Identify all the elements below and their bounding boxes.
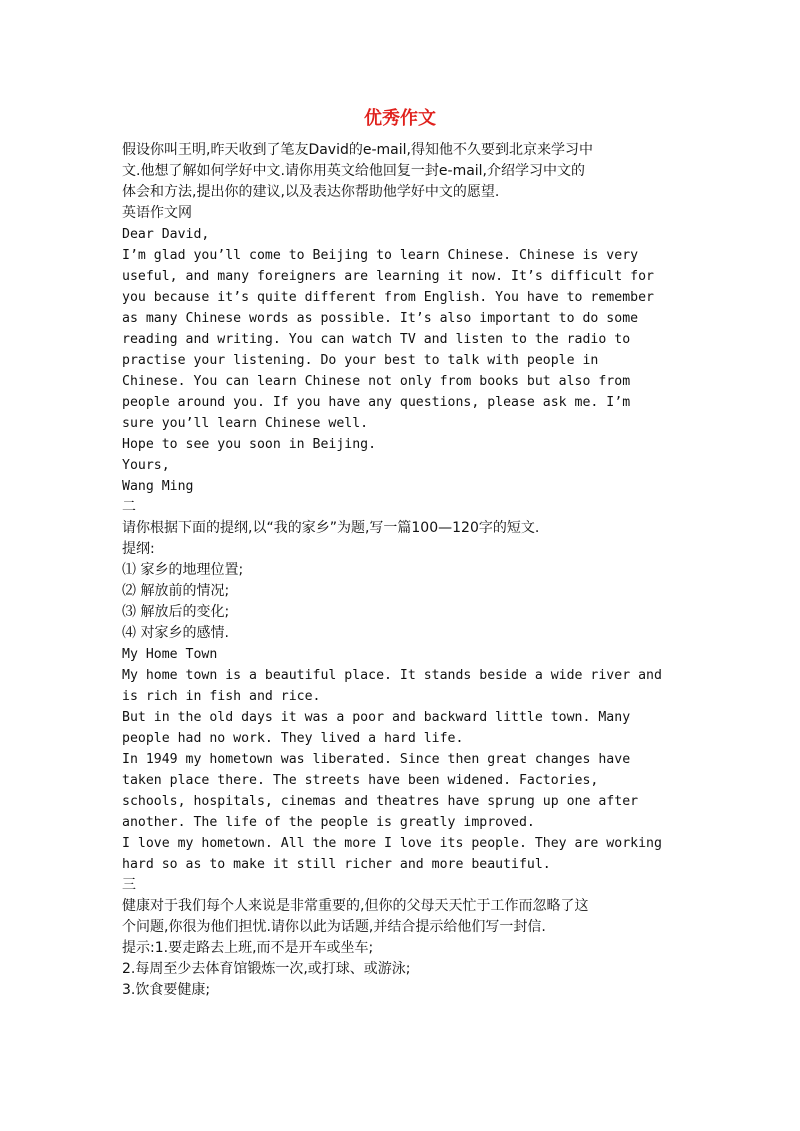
text-line: I’m glad you’ll come to Beijing to learn Chinese. Chinese is very	[122, 248, 639, 263]
text-line: Dear David,	[122, 227, 210, 242]
text-line: 3.饮食要健康;	[122, 982, 211, 998]
text-line: My home town is a beautiful place. It stands beside a wide river and	[122, 668, 662, 683]
text-line: hard so as to make it still richer and more beautiful.	[122, 857, 551, 872]
text-line: ⑷ 对家乡的感情.	[122, 625, 229, 641]
text-line: 个问题,你很为他们担忧.请你以此为话题,并结合提示给他们写一封信.	[122, 919, 546, 935]
text-line: ⑶ 解放后的变化;	[122, 604, 230, 620]
text-line: people around you. If you have any questions, please ask me. I’m	[122, 395, 631, 410]
text-line: you because it’s quite different from English. You have to remember	[122, 290, 654, 305]
text-line: 英语作文网	[122, 205, 192, 221]
text-line: reading and writing. You can watch TV and listen to the radio to	[122, 332, 631, 347]
text-line: 二	[122, 499, 136, 515]
text-line: as many Chinese words as possible. It’s also important to do some	[122, 311, 639, 326]
text-line: Yours,	[122, 458, 170, 473]
text-line: useful, and many foreigners are learning it now. It’s difficult for	[122, 269, 654, 284]
text-line: But in the old days it was a poor and backward little town. Many	[122, 710, 631, 725]
text-line: My Home Town	[122, 647, 218, 662]
text-line: Chinese. You can learn Chinese not only from books but also from	[122, 374, 631, 389]
document-title: 优秀作文	[364, 108, 436, 129]
text-line: another. The life of the people is greatly improved.	[122, 815, 535, 830]
text-line: 文.他想了解如何学好中文.请你用英文给他回复一封e-mail,介绍学习中文的	[122, 163, 586, 179]
text-line: 提纲:	[122, 541, 155, 557]
text-line: schools, hospitals, cinemas and theatres have sprung up one after	[122, 794, 639, 809]
text-line: 假设你叫王明,昨天收到了笔友David的e-mail,得知他不久要到北京来学习中	[122, 142, 593, 158]
text-line: In 1949 my hometown was liberated. Since then great changes have	[122, 752, 631, 767]
text-line: is rich in fish and rice.	[122, 689, 321, 704]
text-line: 体会和方法,提出你的建议,以及表达你帮助他学好中文的愿望.	[122, 184, 500, 200]
text-line: practise your listening. Do your best to talk with people in	[122, 353, 599, 368]
text-line: taken place there. The streets have been widened. Factories,	[122, 773, 599, 788]
text-line: I love my hometown. All the more I love its people. They are working	[122, 836, 662, 851]
text-line: 2.每周至少去体育馆锻炼一次,或打球、或游泳;	[122, 961, 411, 977]
text-line: 提示:1.要走路去上班,而不是开车或坐车;	[122, 940, 374, 956]
text-line: 三	[122, 877, 136, 893]
document-body	[122, 140, 682, 1001]
text-line: people had no work. They lived a hard life.	[122, 731, 464, 746]
text-line: 请你根据下面的提纲,以“我的家乡”为题,写一篇100—120字的短文.	[122, 520, 540, 536]
text-line: Hope to see you soon in Beijing.	[122, 437, 377, 452]
text-line: Wang Ming	[122, 479, 194, 494]
text-line: ⑵ 解放前的情况;	[122, 583, 230, 599]
text-line: sure you’ll learn Chinese well.	[122, 416, 369, 431]
text-line: ⑴ 家乡的地理位置;	[122, 562, 244, 578]
text-line: 健康对于我们每个人来说是非常重要的,但你的父母天天忙于工作而忽略了这	[122, 898, 589, 914]
